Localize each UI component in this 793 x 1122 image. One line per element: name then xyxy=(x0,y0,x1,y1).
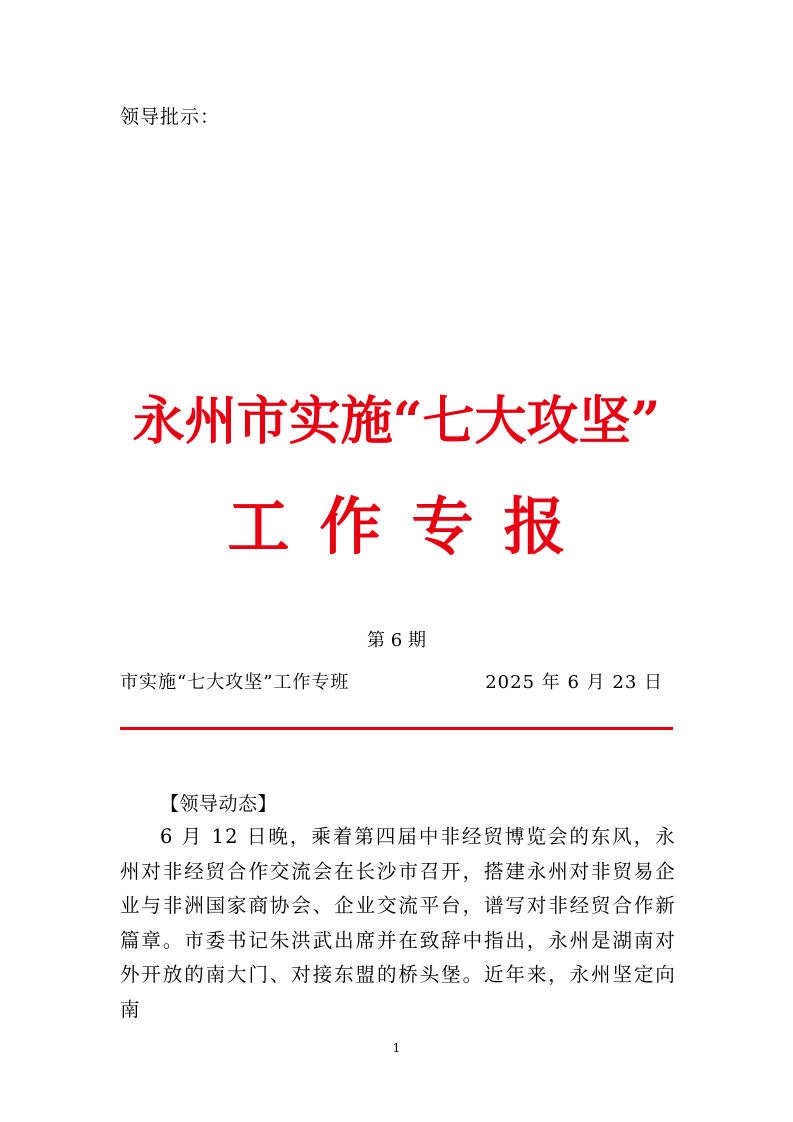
masthead-title-line1: 永州市实施“七大攻坚” xyxy=(132,391,661,452)
red-divider-rule xyxy=(120,727,673,730)
publisher-department: 市实施“七大攻坚”工作专班 xyxy=(120,672,350,693)
page-number: 1 xyxy=(392,1041,401,1055)
leader-instruction-label: 领导批示： xyxy=(120,106,221,128)
section-heading: 【领导动态】 xyxy=(160,793,278,815)
masthead-title-line2: 工作专报 xyxy=(227,490,596,563)
issue-number: 第 6 期 xyxy=(367,630,426,651)
publish-date: 2025 年 6 月 23 日 xyxy=(485,672,663,693)
body-paragraph: 6 月 12 日晚，乘着第四届中非经贸博览会的东风，永州对非经贸合作交流会在长沙市召开，搭建永州对非贸易企业与非洲国家商协会、企业交流平台，谱写对非经贸合作新篇章。市委书记朱洪武出席并在致辞中指出，永州是湖南对外开放的南大门、对接东盟的桥头堡。近年来，永州坚定向南 xyxy=(120,825,676,1021)
